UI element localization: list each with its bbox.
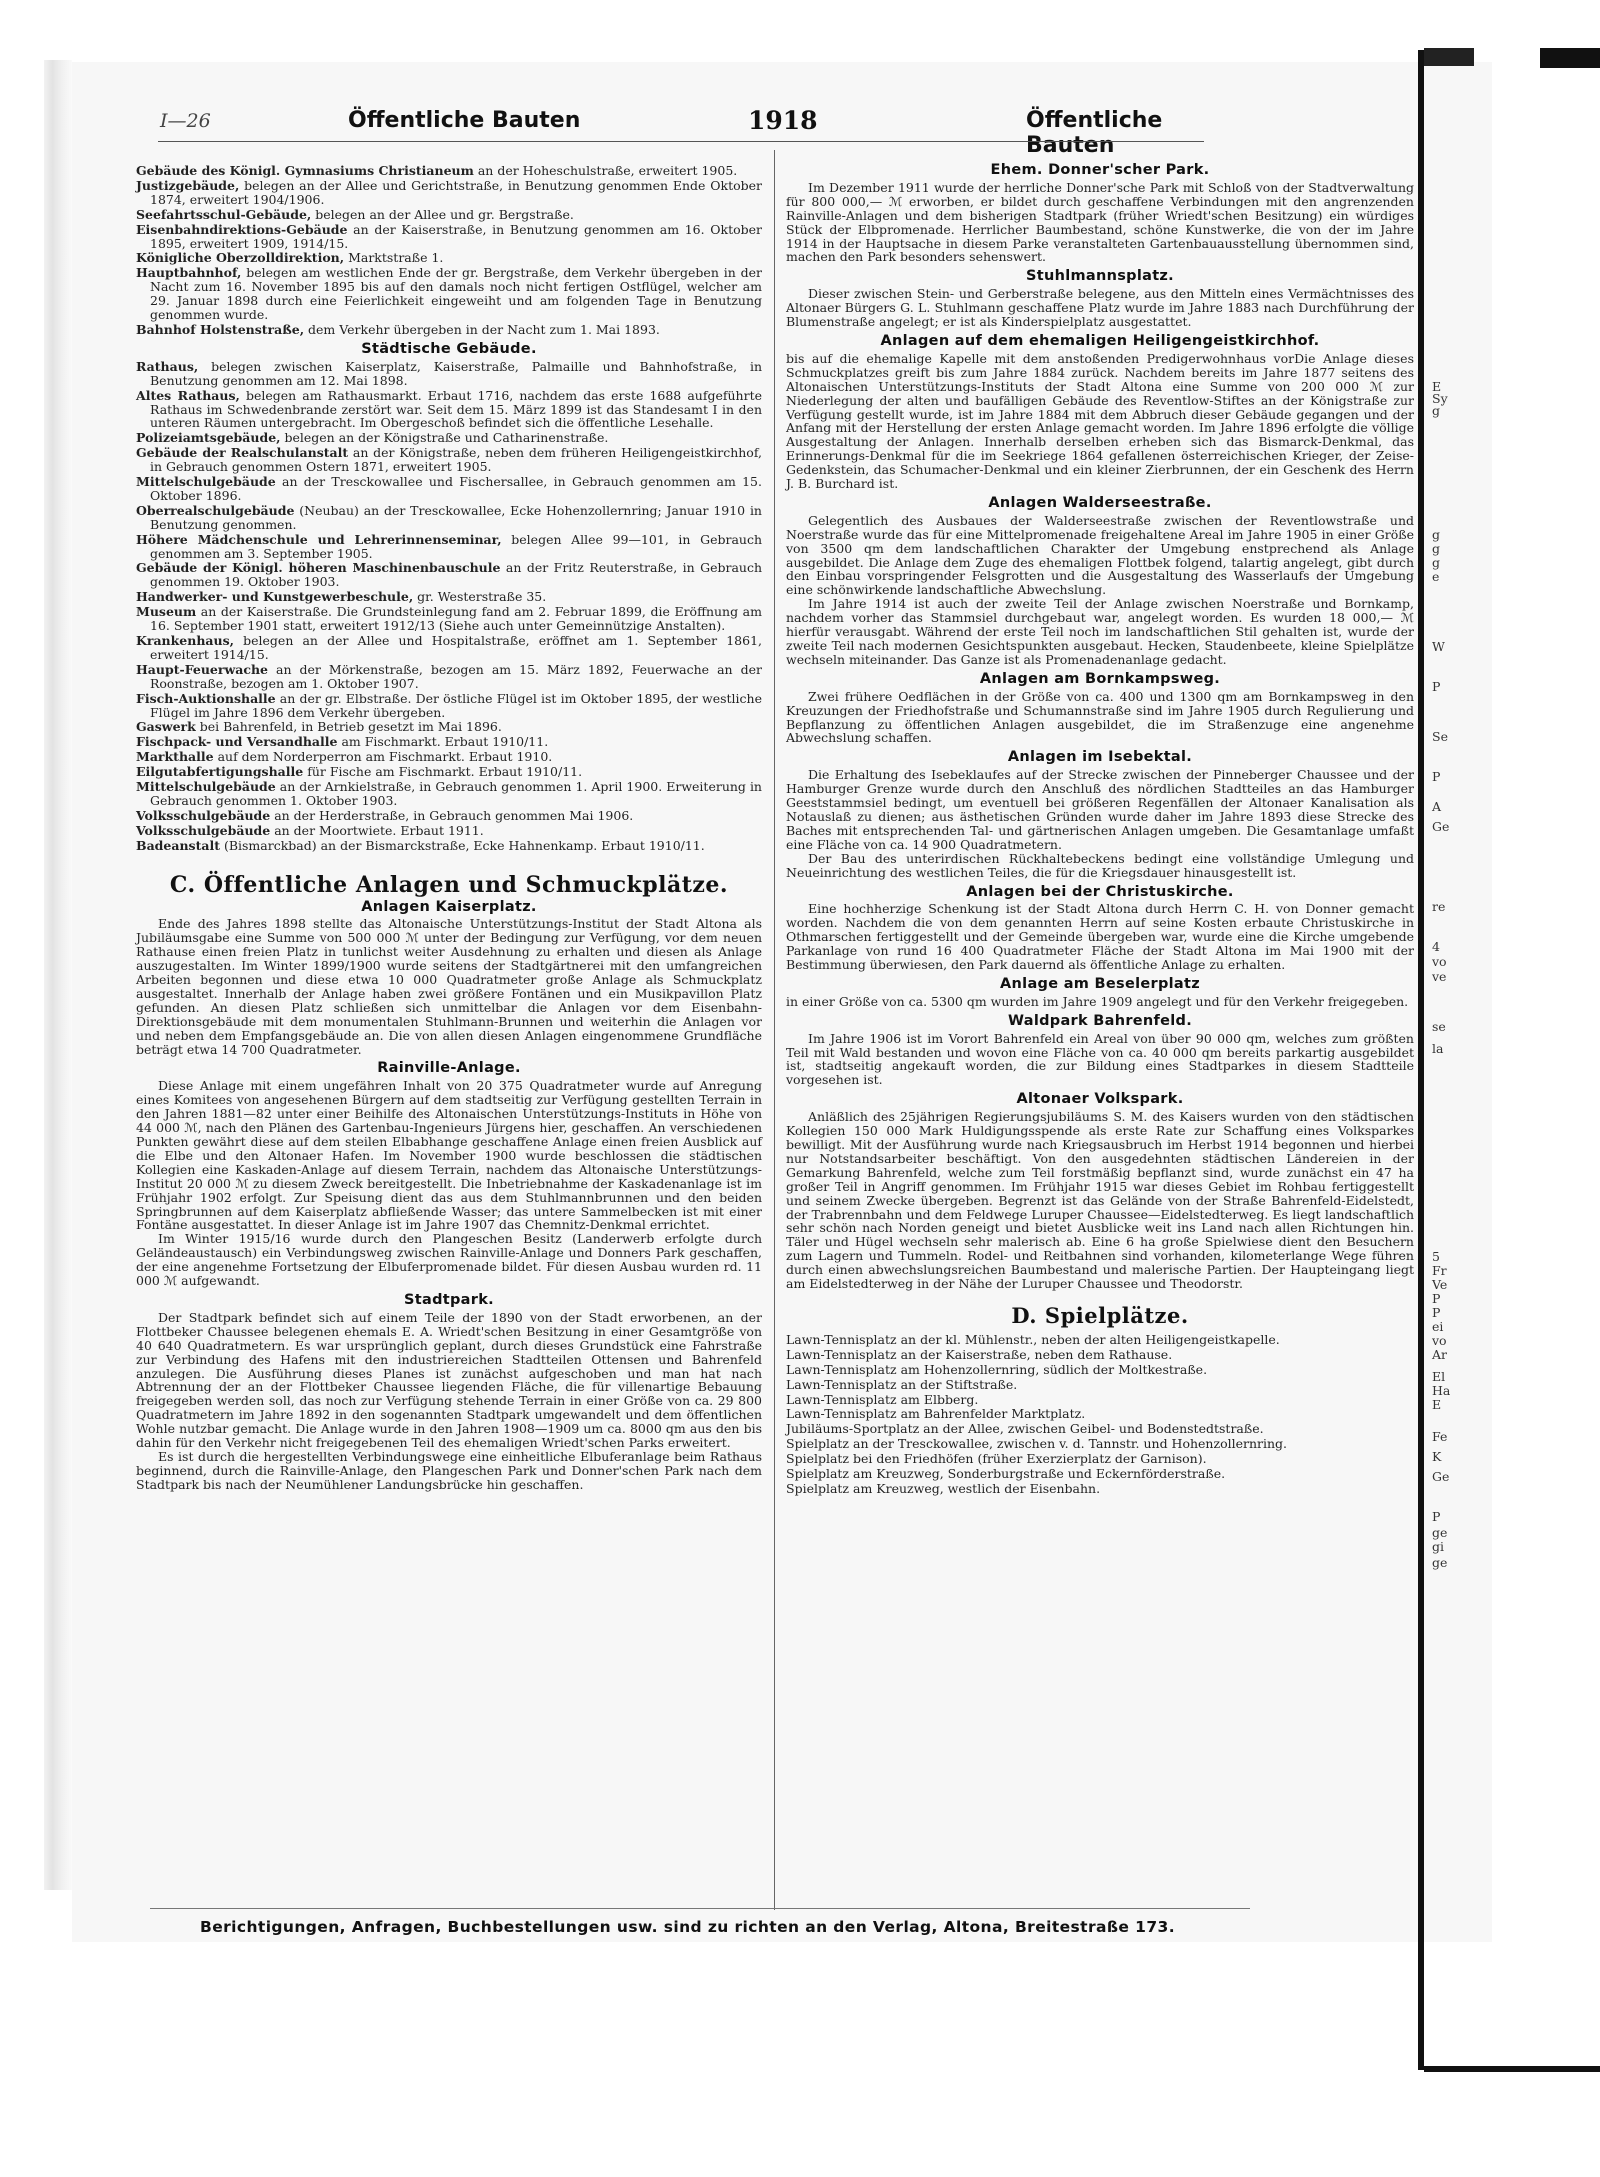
entry-name: Eisenbahndirektions-Gebäude (136, 221, 348, 237)
list-entry (136, 323, 762, 337)
header-title-left: Öffentliche Bauten (348, 108, 581, 133)
entry-name: Gaswerk (136, 719, 196, 735)
margin-fragment: Fe (1432, 1429, 1448, 1444)
margin-fragment: 4 (1432, 939, 1440, 954)
entry-text: bei Bahrenfeld, in Betrieb gesetzt im Mai 1896. (195, 719, 502, 735)
list-entry (136, 208, 762, 222)
entry-text: belegen zwischen Kaiserplatz, Kaiserstraße, Palmaille und Bahnhofstraße, in Benutzung genommen am 12. Mai 1898. (150, 358, 762, 388)
heading-christuskirche: Anlagen bei der Christuskirche. (966, 883, 1234, 900)
list-entry (136, 824, 762, 838)
entry-name: Museum (136, 604, 197, 620)
entry-name: Markthalle (136, 749, 214, 765)
margin-fragment: se (1432, 1019, 1446, 1034)
page-bottom-right-rule (1424, 2066, 1600, 2072)
margin-fragment: Ha (1432, 1383, 1451, 1398)
entry-name: Hauptbahnhof, (136, 265, 242, 281)
entry-name: Oberrealschulgebäude (136, 502, 295, 518)
entry-text: an der Arnkielstraße, in Gebrauch genommen 1. April 1900. Erweiterung in Gebrauch genommen 1. Oktober 1903. (150, 779, 762, 808)
margin-fragment: re (1432, 899, 1446, 914)
margin-fragment: ve (1432, 969, 1447, 984)
entry-name: Krankenhaus, (136, 633, 235, 648)
rainville-text-1: Diese Anlage mit einem ungefähren Inhalt von 20 375 Quadratmeter wurde auf Anregung eines Komitees von angesehenen Bürgern auf dem stadtseitig zur Verfügung gestellten Terrain in den Jahren 1881—82 unter einer Beihilfe des Altonaischen Unterstützungs-Instituts in Höhe von 44 000 ℳ, nach den Plänen des Gartenbau-Ingenieurs Jürgens hier, geschaffen. An verschiedenen Punkten gewährt diese auf dem steilen Elbabhange geschaffene Anlage einen freien Ausblick auf die Elbe und den Altonaer Hafen. Im November 1900 wurde beschlossen die städtischen Kollegien eine Kaskaden-Anlage auf diesem Terrain, nachdem das Altonaische Unterstützungs-Institut 20 000 ℳ zu diesem Zweck bereitgestellt. Die Inbetriebnahme der Kaskadenanlage ist im Frühjahr 1902 erfolgt. Zur Speisung dient das aus dem Stuhlmannbrunnen und den beiden Springbrunnen auf dem Kaiserplatz abfließende Wasser; das untere Sammelbecken ist mit einer Fontäne ausgestattet. In dieser Anlage ist im Jahre 1907 das Chemnitz-Denkmal errichtet. (136, 1078, 762, 1233)
list-entry (136, 561, 762, 589)
isebek-text-1: Die Erhaltung des Isebeklaufes auf der Strecke zwischen der Pinneberger Chaussee und der Hamburger Grenze wurde durch den Anschluß des nördlichen Stadtteiles an das Hamburger Geeststammsiel bedingt, um eventuell bei größeren Regenfällen der Altonaer Kanalisation als Notauslaß zu dienen; aus ästhetischen Gründen wurde daher im Jahre 1893 diese Strecke des Baches mit entsprechenden Tal- und gärtnerischen Anlagen umgeben. Die Gesamtanlage umfaßt eine Fläche von ca. 14 900 Quadratmetern. (786, 767, 1414, 852)
entry-text: an der Hoheschulstraße, erweitert 1905. (473, 163, 738, 178)
page-left-edge (44, 60, 72, 1890)
bleed-through-text (0, 170, 34, 690)
page-corner-strip (1540, 48, 1600, 68)
heading-stuhlmannsplatz: Stuhlmannsplatz. (1026, 268, 1174, 285)
list-entry (136, 720, 762, 734)
margin-fragment: P (1432, 769, 1441, 784)
stuhlmann-text: Dieser zwischen Stein- und Gerberstraße belegene, aus den Mitteln eines Vermächtnisses des Altonaer Bürgers G. L. Stuhlmann geschaffene Platz wurde im Jahre 1883 nach Durchführung der Blumenstraße angelegt; er ist als Kinderspielplatz ausgestattet. (786, 286, 1414, 330)
entry-text: an der Moortwiete. Erbaut 1911. (270, 822, 484, 838)
list-entry (136, 780, 762, 808)
entry-name: Volksschulgebäude (136, 807, 271, 823)
entry-text: dem Verkehr übergeben in der Nacht zum 1. Mai 1893. (304, 321, 660, 337)
list-entry (136, 735, 762, 749)
margin-fragment: El (1432, 1369, 1446, 1384)
entry-text: (Neubau) an der Tresckowallee, Ecke Hohenzollernring; Januar 1910 in Benutzung genommen. (150, 502, 762, 532)
left-column (136, 164, 762, 1492)
margin-fragment: 5 (1432, 1249, 1440, 1264)
heading-donner-park: Ehem. Donner'scher Park. (990, 162, 1210, 178)
walderseestr-text-1: Gelegentlich des Ausbaues der Walderseestraße zwischen der Reventlowstraße und Noerstraße wurde das für eine Mittelpromenade freigehaltene Areal im Jahre 1905 in einer Größe von 3500 qm dem landschaftlichen Charakter der Umgebung enstprechend als Anlage ausgebildet. Die Anlage dem Zuge des ehemaligen Flottbek folgend, talartig angelegt, gibt durch den Einbau vorspringender Felsgrotten und die Ausgestaltung des Wasserlaufs der Umgebung eine schönwirkende landschaftliche Abwechslung. (786, 512, 1414, 598)
volkspark-text: Anläßlich des 25jährigen Regierungsjubiläums S. M. des Kaisers wurden von den städtischen Kollegien 150 000 Mark Huldigungsspende als erste Rate zur Schaffung eines Volksparkes bewilligt. Mit der Ausführung wurde nach Kriegsausbruch im Herbst 1914 begonnen und hierbei nur Notstandsarbeiter beschäftigt. Von den ausgedehnten städtischen Ländereien in der Gemarkung Bahrenfeld, welche zum Teil forstmäßig bepflanzt sind, wurde zunächst ein 47 ha großer Teil in Angriff genommen. Im Frühjahr 1915 war dieses Gebiet im Rohbau fertiggestellt und seinem Zwecke übergeben. Begrenzt ist das Gelände von der Straße Bahrenfeld-Eidelstedt, der Trabrennbahn und dem Feldwege Luruper Chaussee—Eidelstedterweg. Es liegt landschaftlich sehr schön nach Norden geneigt und bietet Ausblicke weit ins Land nach allen Richtungen hin. Täler und Hügel wechseln sehr malerisch ab. Eine 6 ha große Spielwiese dient den Besuchern zum Lagern und Tummeln. Rodel- und Reitbahnen sind vorhanden, kilometerlange Wege führen durch einen abwechslungsreichen Baumbestand und malerische Partien. Der Haupteingang liegt am Eidelstedterweg in der Nähe der Luruper Chaussee und Theodorstr. (786, 1109, 1414, 1292)
margin-fragment: ge (1432, 1555, 1448, 1570)
entry-name: Gebäude des Königl. Gymnasiums Christianeum (136, 163, 474, 178)
playground-item: Lawn-Tennisplatz an der kl. Mühlenstr., neben der alten Heiligengeistkapelle. (786, 1331, 1280, 1347)
right-column (786, 164, 1414, 1497)
margin-fragment: la (1432, 1041, 1444, 1056)
header-year: 1918 (748, 106, 818, 135)
list-entry (136, 605, 762, 633)
margin-fragment: P (1432, 1305, 1441, 1320)
heading-isebektal: Anlagen im Isebektal. (1007, 749, 1193, 766)
entry-text: belegen an der Allee und Gerichtstraße, in Benutzung genommen Ende Oktober 1874, erweitert 1904/1906. (150, 177, 762, 207)
entry-name: Volksschulgebäude (136, 822, 271, 838)
heading-heiligengeistkirchhof: Anlagen auf dem ehemaligen Heiligengeistkirchhof. (880, 332, 1320, 349)
playground-item: Spielplatz bei den Friedhöfen (früher Exerzierplatz der Garnison). (786, 1451, 1207, 1467)
list-entry (136, 431, 762, 445)
footer-rule (150, 1908, 1250, 1909)
heading-rainville: Rainville-Anlage. (377, 1060, 521, 1077)
page-right-border (1418, 50, 1424, 2070)
heading-bornkampsweg: Anlagen am Bornkampsweg. (979, 670, 1221, 687)
margin-fragment: g (1432, 541, 1441, 556)
entry-name: Gebäude der Realschulanstalt (136, 445, 349, 461)
margin-fragment: gi (1432, 1539, 1444, 1554)
margin-fragment: A (1432, 799, 1442, 814)
beseler-text: in einer Größe von ca. 5300 qm wurden im Jahre 1909 angelegt und für den Verkehr freigegeben. (786, 993, 1409, 1009)
entry-name: Fischpack- und Versandhalle (136, 734, 338, 750)
entry-name: Rathaus, (136, 358, 199, 374)
heading-kaiserplatz: Anlagen Kaiserplatz. (361, 898, 537, 915)
entry-text: belegen an der Allee und Hospitalstraße, eröffnet am 1. September 1861, erweitert 1914/15. (150, 633, 762, 662)
margin-fragment: Ge (1432, 1469, 1450, 1484)
margin-fragment: P (1432, 679, 1441, 694)
margin-fragment: W (1432, 639, 1445, 654)
entry-name: Seefahrtsschul-Gebäude, (136, 206, 312, 222)
list-entry (136, 692, 762, 720)
margin-fragment: vo (1432, 954, 1447, 969)
margin-fragment: Ge (1432, 819, 1450, 834)
margin-fragment: Ar (1432, 1347, 1448, 1362)
list-entry (136, 839, 762, 853)
list-entry (136, 266, 762, 322)
entry-name: Justizgebäude, (136, 177, 240, 193)
margin-fragment: E (1432, 1397, 1442, 1412)
isebek-text-2: Der Bau des unterirdischen Rückhaltebeckens bedingt eine vollständige Umlegung und Neueinrichtung des westlichen Teiles, die für die Kriegsdauer hinausgestellt ist. (786, 850, 1414, 880)
entry-text: am Fischmarkt. Erbaut 1910/11. (337, 734, 549, 750)
entry-name: Höhere Mädchenschule und Lehrerinnenseminar, (136, 531, 502, 547)
entry-name: Haupt-Feuerwache (136, 661, 268, 677)
entry-text: an der Königstraße, neben dem früheren Heiligengeistkirchhof, in Gebrauch genommen Ostern 1871, erweitert 1905. (150, 445, 762, 475)
entry-text: auf dem Norderperron am Fischmarkt. Erbaut 1910. (213, 749, 553, 765)
list-entry (136, 504, 762, 532)
entry-name: Fisch-Auktionshalle (136, 690, 276, 706)
heiligengeist-text: bis auf die ehemalige Kapelle mit dem anstoßenden Predigerwohnhaus vorDie Anlage dieses Schmuckplatzes greift bis zum Jahre 1884 zurück. Nachdem bereits im Jahre 1877 seitens des Altonaischen Unterstützungs-Instituts der Stadt Altona eine Summe von 200 000 ℳ zur Niederlegung der alten und baufälligen Gebäude des Reventlow-Stiftes an der Königstraße zur Verfügung gestellt wurde, ist im Jahre 1884 mit dem Abbruch dieser Gebäude gegangen und der Anfang mit der Herstellung der ersten Anlage gemacht worden. Im Jahre 1896 erfolgte die völlige Ausgestaltung der Anlagen. Innerhalb derselben erheben sich das Bismarck-Denkmal, das Erinnerungs-Denkmal für die im Seekriege 1864 gefallenen österreichischen Krieger, der Zeise-Gedenkstein, das Schumacher-Denkmal und ein kleiner Zierbrunnen, der ein Geschenk des Herrn J. B. Burchard ist. (786, 350, 1414, 492)
entry-name: Altes Rathaus, (136, 387, 240, 403)
entry-text: an der Herderstraße, in Gebrauch genommen Mai 1906. (270, 807, 634, 823)
list-entry (136, 765, 762, 779)
entry-name: Mittelschulgebäude (136, 474, 276, 490)
playground-item: Jubiläums-Sportplatz an der Allee, zwischen Geibel- und Bodenstedtstraße. (786, 1421, 1264, 1437)
municipal-buildings-list (136, 360, 762, 853)
list-entry (136, 179, 762, 207)
entry-name: Badeanstalt (136, 837, 220, 853)
entry-name: Königliche Oberzolldirektion, (136, 250, 345, 266)
header-rule (158, 141, 1204, 142)
margin-fragment: ei (1432, 1319, 1444, 1334)
playgrounds-list (786, 1333, 1414, 1496)
entry-text: gr. Westerstraße 35. (413, 589, 547, 605)
heading-stadtpark: Stadtpark. (404, 1291, 494, 1308)
header-title-right: Öffentliche Bauten (1026, 108, 1163, 158)
entry-text: belegen an der Königstraße und Catharinenstraße. (280, 430, 609, 446)
margin-fragment: Sy (1432, 391, 1448, 406)
entry-text: (Bismarckbad) an der Bismarckstraße, Ecke Hahnenkamp. Erbaut 1910/11. (219, 837, 705, 853)
margin-fragment: Ve (1432, 1277, 1448, 1292)
list-entry (136, 634, 762, 662)
list-entry (136, 389, 762, 431)
playground-item: Spielplatz am Kreuzweg, Sonderburgstraße und Eckernförderstraße. (786, 1466, 1226, 1482)
heading-staedtische-gebaeude: Städtische Gebäude. (361, 340, 537, 357)
entry-name: Eilgutabfertigungshalle (136, 764, 304, 780)
playground-item: Lawn-Tennisplatz am Hohenzollernring, südlich der Moltkestraße. (786, 1361, 1208, 1377)
margin-fragment: g (1432, 403, 1441, 418)
section-c-heading: C. Öffentliche Anlagen und Schmuckplätze. (169, 871, 729, 898)
playground-item: Spielplatz an der Tresckowallee, zwischen v. d. Tannstr. und Hohenzollernring. (786, 1436, 1288, 1452)
entry-text: belegen am westlichen Ende der gr. Bergstraße, dem Verkehr übergeben in der Nacht zum 16. November 1895 bis auf den damals noch nicht fertigen Ostflügel, welcher am 29. Januar 1898 durch eine Feierlichkeit eingeweiht und am folgenden Tage in Benutzung genommen wurde. (150, 265, 762, 323)
entry-text: an der Kaiserstraße, in Benutzung genommen am 16. Oktober 1895, erweitert 1909, 1914/15. (150, 221, 762, 251)
stadtpark-text-2: Es ist durch die hergestellten Verbindungswege eine einheitliche Elbuferanlage beim Rathaus beginnend, durch die Rainville-Anlage, den Plangeschen Park und Donner'schen Park nach dem Stadtpark bis nach der Neumühlener Landungsbrücke hin geschaffen. (136, 1448, 762, 1492)
margin-fragment: ge (1432, 1525, 1448, 1540)
entry-text: belegen an der Allee und gr. Bergstraße. (311, 206, 574, 222)
column-divider (774, 150, 775, 1910)
entry-text: an der Tresckowallee und Fischersallee, in Gebrauch genommen am 15. Oktober 1896. (150, 474, 762, 503)
stadtpark-text-1: Der Stadtpark befindet sich auf einem Teile der 1890 von der Stadt erworbenen, an der Flottbeker Chaussee belegenen ehemals E. A. Wriedt'schen Besitzung in einer Gesamtgröße von 40 640 Quadratmetern. Es war ursprünglich geplant, durch dieses Grundstück eine Fahrstraße zur Verbindung des Hafens mit den industriereichen Stadtteilen Ottensen und Bahrenfeld anzulegen. Die Ausführung dieses Planes ist zunächst aufgeschoben und man hat nach Abtrennung der an der Flottbeker Chaussee liegenden Fläche, die für villenartige Bebauung freigegeben werden soll, das noch zur Verfügung stehende Terrain in einer Größe von ca. 29 800 Quadratmetern im Jahre 1892 in den sogenannten Stadtpark umgewandelt und dem öffentlichen Wohle nutzbar gemacht. Die Anlage wurde in den Jahren 1908—1909 um ca. 8000 qm aus den bis dahin für den Verkehr nicht freigegebenen Teil des ehemaligen Wriedt'schen Parks erweitert. (136, 1309, 762, 1451)
page-number: I—26 (160, 110, 211, 132)
list-entry (136, 251, 762, 265)
entry-text: Marktstraße 1. (344, 250, 444, 266)
entry-text: an der Mörkenstraße, bezogen am 15. März 1892, Feuerwache an der Roonstraße, bezogen am 1. Oktober 1907. (150, 661, 762, 691)
margin-fragment: vo (1432, 1333, 1447, 1348)
entry-name: Handwerker- und Kunstgewerbeschule, (136, 589, 414, 605)
list-entry (136, 223, 762, 251)
margin-fragment: K (1432, 1449, 1442, 1464)
page-top-right-band (1424, 48, 1474, 66)
margin-fragment: e (1432, 569, 1440, 584)
list-entry (136, 590, 762, 604)
bornkamp-text: Zwei frühere Oedflächen in der Größe von ca. 400 und 1300 qm am Bornkampsweg in den Kreuzungen der Friedhofstraße und Schumannstraße sind im Jahre 1905 durch Regulierung und Bepflanzung zu öffentlichen Anlagen ausgebildet, die im Straßenzuge eine angenehme Abwechslung schaffen. (786, 688, 1414, 746)
playground-item: Lawn-Tennisplatz an der Stiftstraße. (786, 1376, 1018, 1392)
state-buildings-list (136, 164, 762, 337)
walderseestr-text-2: Im Jahre 1914 ist auch der zweite Teil der Anlage zwischen Noerstraße und Bornkamp, nachdem vorher das Stammsiel durchgebaut war, angelegt worden. Es wurden 18 000,— ℳ hierfür verausgabt. Während der erste Teil noch im landschaftlichen Stil gehalten ist, wurde der zweite Teil nach modernen Gesichtspunkten ausgebaut. Hecken, Staudenbeete, kleine Spielplätze wechseln miteinander. Das Ganze ist als Promenadenanlage gedacht. (786, 596, 1414, 667)
list-entry (136, 663, 762, 691)
entry-text: an der Fritz Reuterstraße, in Gebrauch genommen 19. Oktober 1903. (150, 560, 762, 590)
heading-volkspark: Altonaer Volkspark. (1016, 1091, 1184, 1108)
list-entry (136, 164, 762, 178)
donner-text: Im Dezember 1911 wurde der herrliche Donner'sche Park mit Schloß von der Stadtverwaltung für 800 000,— ℳ erworben, er bildet durch geschaffene Verbindungen mit den angrenzenden Rainville-Anlagen und dem bisherigen Stadtpark (früher Wriedt'schen Besitzung) ein würdiges Stück der Elbpromenade. Herrlicher Baumbestand, schöne Kunstwerke, die von der im Jahre 1914 in der Hauptsache in diesem Parke veranstalteten Gartenbauausstellung übernommen sind, machen den Park besonders sehenswert. (786, 179, 1414, 265)
waldpark-text: Im Jahre 1906 ist im Vorort Bahrenfeld ein Areal von über 90 000 qm, welches zum größten Teil mit Wald bestanden und wovon eine Fläche von ca. 40 000 qm bereits parkartig ausgebildet ist, stadtseitig angekauft worden, die zur Bildung eines Stadtparkes in diesem Stadtteile vorgesehen ist. (786, 1030, 1414, 1088)
entry-name: Bahnhof Holstenstraße, (136, 321, 305, 337)
list-entry (136, 475, 762, 503)
heading-waldpark: Waldpark Bahrenfeld. (1007, 1012, 1193, 1029)
rainville-text-2: Im Winter 1915/16 wurde durch den Plangeschen Besitz (Landerwerb erfolgte durch Geländeaustausch) ein Verbindungsweg zwischen Rainville-Anlage und Donners Park geschaffen, der eine angenehme Fortsetzung der Elbuferpromenade bildet. Für diesen Ausbau wurden rd. 11 000 ℳ aufgewandt. (136, 1231, 762, 1289)
margin-fragment: E (1432, 379, 1442, 394)
list-entry (136, 750, 762, 764)
playground-item: Lawn-Tennisplatz am Elbberg. (786, 1391, 979, 1407)
playground-item: Lawn-Tennisplatz an der Kaiserstraße, neben dem Rathause. (786, 1346, 1173, 1362)
margin-fragment: P (1432, 1509, 1441, 1524)
page-header (88, 104, 1228, 158)
entry-text: an der gr. Elbstraße. Der östliche Flügel ist im Oktober 1895, der westliche Flügel im Jahre 1896 dem Verkehr übergeben. (150, 690, 762, 720)
entry-text: belegen am Rathausmarkt. Erbaut 1716, nachdem das erste 1688 aufgeführte Rathaus im Schwedenbrande zerstört war. Seit dem 15. März 1899 ist das Standesamt I in den unteren Räumen untergebracht. Im Obergeschoß befindet sich die öffentliche Lesehalle. (150, 387, 762, 431)
margin-fragment: g (1432, 527, 1441, 542)
margin-fragment: g (1432, 555, 1441, 570)
entry-name: Mittelschulgebäude (136, 779, 276, 795)
list-entry (136, 533, 762, 561)
entry-text: an der Kaiserstraße. Die Grundsteinlegung fand am 2. Februar 1899, die Eröffnung am 16. September 1901 statt, erweitert 1912/13 (Siehe auch unter Gemeinnützige Anstalten). (150, 604, 762, 634)
section-d-heading: D. Spielplätze. (1011, 1302, 1189, 1328)
entry-name: Gebäude der Königl. höheren Maschinenbauschule (136, 560, 501, 576)
playground-item: Lawn-Tennisplatz am Bahrenfelder Marktplatz. (786, 1406, 1086, 1422)
margin-fragment: P (1432, 1291, 1441, 1306)
list-entry (136, 446, 762, 474)
kaiserplatz-text: Ende des Jahres 1898 stellte das Altonaische Unterstützungs-Institut der Stadt Altona als Jubiläumsgabe eine Summe von 500 000 ℳ unter der Bedingung zur Verfügung, vor dem neuen Rathause einen freien Platz in tunlichst weiter Ausdehnung zu erhalten und diesen als Anlage auszugestalten. Im Winter 1899/1900 wurde seitens der Stadtgärtnerei mit den umfangreichen Arbeiten begonnen und diese etwa 10 000 Quadratmeter große Anlage als Schmuckplatz ausgestaltet. Innerhalb der Anlage haben zwei größere Fontänen und ein Musikpavillon Platz gefunden. An diesen Platz schließen sich unmittelbar die Anlagen vor dem Eisenbahn-Direktionsgebäude mit dem monumentalen Stuhlmann-Brunnen und weiterhin die Anlagen vor und neben dem Empfangsgebäude an. Die von allen diesen Anlagen eingenommene Grundfläche beträgt etwa 14 700 Quadratmeter. (136, 916, 762, 1057)
playground-item: Spielplatz am Kreuzweg, westlich der Eisenbahn. (786, 1480, 1101, 1496)
list-entry (136, 360, 762, 388)
list-entry (136, 809, 762, 823)
entry-text: belegen Allee 99—101, in Gebrauch genommen am 3. September 1905. (150, 531, 762, 561)
margin-fragment: Fr (1432, 1263, 1447, 1278)
entry-text: für Fische am Fischmarkt. Erbaut 1910/11. (303, 764, 583, 780)
christuskirche-text: Eine hochherzige Schenkung ist der Stadt Altona durch Herrn C. H. von Donner gemacht worden. Nachdem die von dem genannten Herrn auf seine Kosten erbaute Christuskirche in Othmarschen fertiggestellt und der Gemeinde übergeben war, wurde eine die Kirche umgebende Parkanlage von rund 16 400 Quadratmeter Fläche der Stadt Altona im Mai 1900 mit der Bestimmung überwiesen, den Park dauernd als öffentliche Anlage zu erhalten. (786, 901, 1414, 973)
publisher-footer: Berichtigungen, Anfragen, Buchbestellungen usw. sind zu richten an den Verlag, Altona, Breitestraße 173. (200, 1918, 1175, 1936)
heading-walderseestrasse: Anlagen Walderseestraße. (988, 494, 1212, 511)
heading-beselerplatz: Anlage am Beselerplatz (1000, 975, 1200, 992)
entry-name: Polizeiamtsgebäude, (136, 430, 281, 446)
margin-fragment: Se (1432, 729, 1448, 744)
